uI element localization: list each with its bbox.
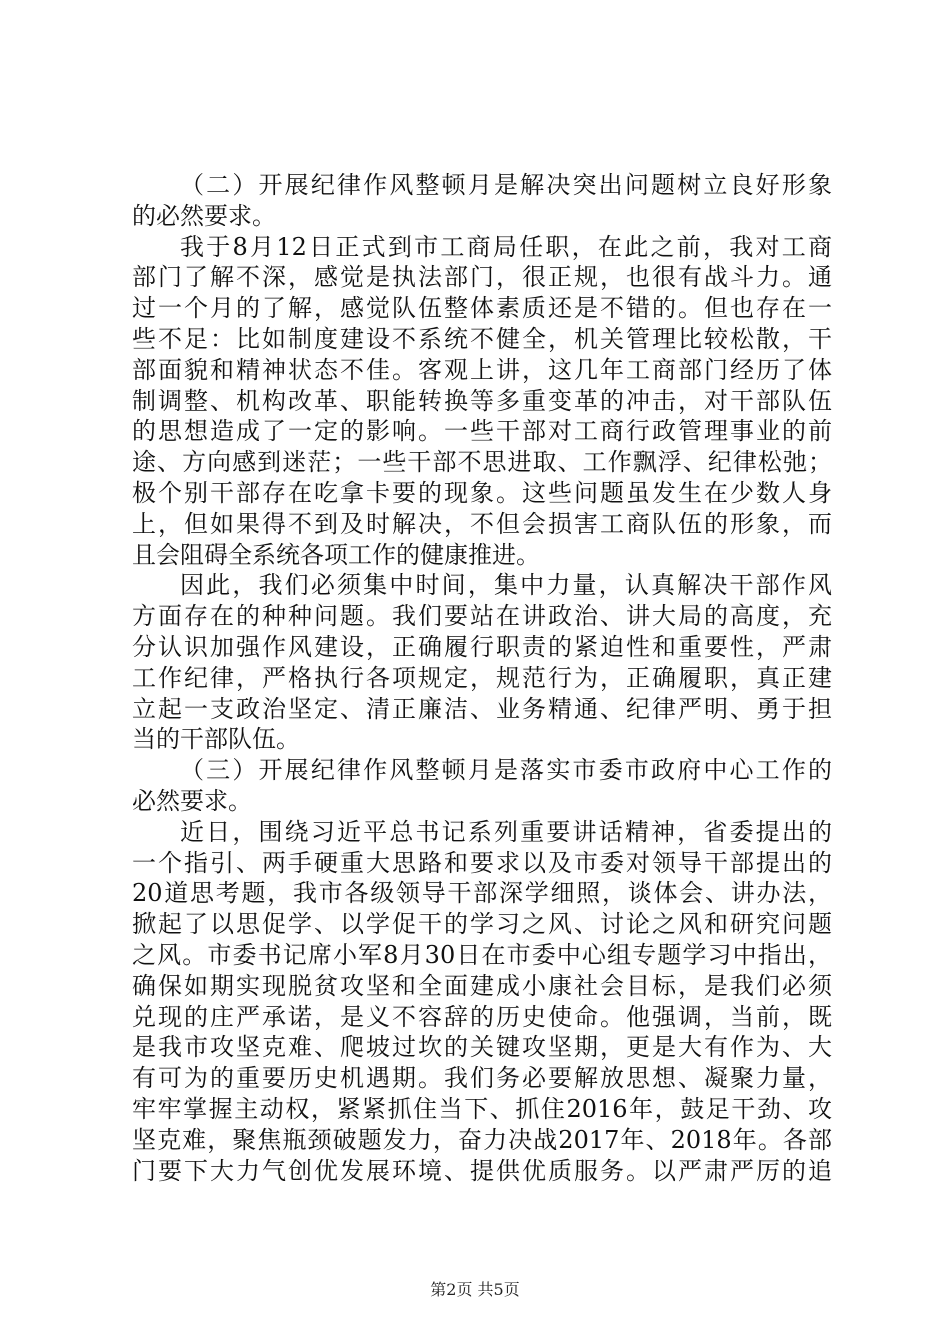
- text-line: 之风。市委书记席小军8月30日在市委中心组专题学习中指出，: [132, 940, 832, 969]
- text-line: 制调整、机构改革、职能转换等多重变革的冲击，对干部队伍: [132, 386, 832, 415]
- text-line: 过一个月的了解，感觉队伍整体素质还是不错的。但也存在一: [132, 294, 832, 323]
- text-line: 的思想造成了一定的影响。一些干部对工商行政管理事业的前: [132, 417, 832, 446]
- document-body: [132, 170, 832, 1186]
- text-line: 确保如期实现脱贫攻坚和全面建成小康社会目标，是我们必须: [132, 971, 832, 1000]
- text-line: 分认识加强作风建设，正确履行职责的紧迫性和重要性，严肃: [132, 632, 832, 661]
- text-line: 立起一支政治坚定、清正廉洁、业务精通、纪律严明、勇于担: [132, 694, 832, 723]
- paragraph-first-line: 因此，我们必须集中时间，集中力量，认真解决干部作风: [180, 571, 832, 600]
- page-number-footer: 第2页 共5页: [430, 1280, 520, 1299]
- text-line: 20道思考题，我市各级领导干部深学细照，谈体会、讲办法，: [132, 879, 832, 908]
- text-line: 门要下大力气创优发展环境、提供优质服务。以严肃严厉的追: [132, 1156, 832, 1185]
- section-heading-line: （二）开展纪律作风整顿月是解决突出问题树立良好形象: [180, 171, 832, 199]
- text-line: 一个指引、两手硬重大思路和要求以及市委对领导干部提出的: [132, 848, 832, 877]
- text-line: 掀起了以思促学、以学促干的学习之风、讨论之风和研究问题: [132, 910, 832, 939]
- paragraph-first-line: 我于8月12日正式到市工商局任职，在此之前，我对工商: [180, 232, 832, 261]
- text-line: 部门了解不深，感觉是执法部门，很正规，也很有战斗力。通: [132, 263, 832, 292]
- text-line: 是我市攻坚克难、爬坡过坎的关键攻坚期，更是大有作为、大: [132, 1033, 832, 1062]
- text-line: 牢牢掌握主动权，紧紧抓住当下、抓住2016年，鼓足干劲、攻: [132, 1094, 832, 1123]
- text-line: 的必然要求。: [132, 201, 276, 230]
- text-line: 坚克难，聚焦瓶颈破题发力，奋力决战2017年、2018年。各部: [132, 1125, 832, 1154]
- text-line: 且会阻碍全系统各项工作的健康推进。: [132, 540, 540, 569]
- text-line: 当的干部队伍。: [132, 725, 300, 754]
- text-line: 极个别干部存在吃拿卡要的现象。这些问题虽发生在少数人身: [132, 478, 832, 507]
- text-line: 有可为的重要历史机遇期。我们务必要解放思想、凝聚力量，: [132, 1064, 832, 1093]
- text-line: 工作纪律，严格执行各项规定，规范行为，正确履职，真正建: [132, 663, 832, 692]
- text-line: 些不足：比如制度建设不系统不健全，机关管理比较松散，干: [132, 324, 832, 353]
- text-line: 兑现的庄严承诺，是义不容辞的历史使命。他强调，当前，既: [132, 1002, 832, 1031]
- text-line: 途、方向感到迷茫；一些干部不思进取、工作飘浮、纪律松弛；: [132, 448, 832, 477]
- text-line: 部面貌和精神状态不佳。客观上讲，这几年工商部门经历了体: [132, 355, 832, 384]
- text-line: 上，但如果得不到及时解决，不但会损害工商队伍的形象，而: [132, 509, 832, 538]
- section-heading-line: （三）开展纪律作风整顿月是落实市委市政府中心工作的: [180, 756, 832, 785]
- text-line: 必然要求。: [132, 786, 252, 815]
- paragraph-first-line: 近日，围绕习近平总书记系列重要讲话精神，省委提出的: [180, 817, 832, 846]
- text-line: 方面存在的种种问题。我们要站在讲政治、讲大局的高度，充: [132, 602, 832, 631]
